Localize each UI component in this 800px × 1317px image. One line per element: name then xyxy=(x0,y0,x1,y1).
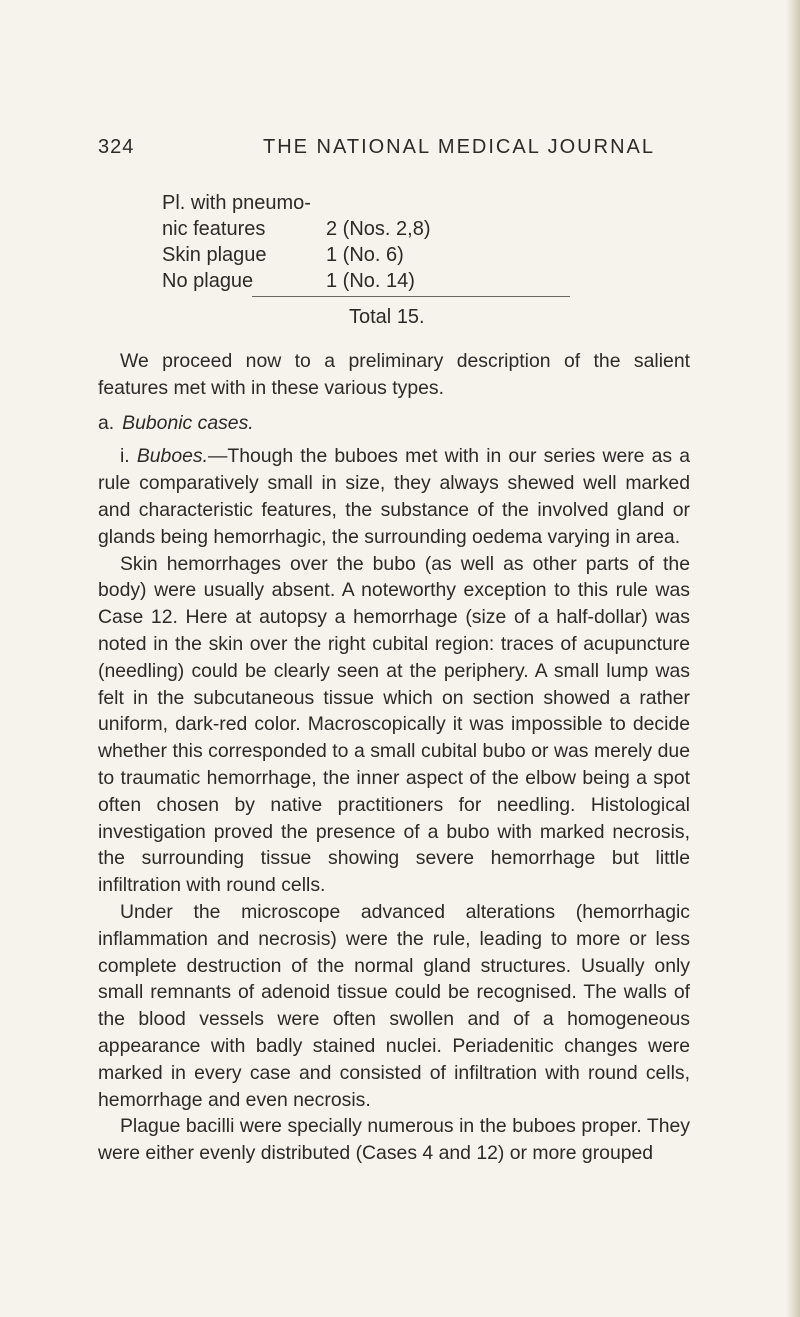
total-value: 15. xyxy=(396,306,425,328)
item-text: —Though the buboes met with in our series were as a rule comparatively small in size, they always shewed well marked and characteristic features, the substance of the involved gland or glands being hemorrhagic, the surrounding oedema varying in area. xyxy=(98,445,690,548)
row-label: Pl. with pneumo- xyxy=(162,192,311,214)
buboes-paragraph xyxy=(98,443,690,550)
total-line xyxy=(349,306,425,329)
section-title: Bubonic cases. xyxy=(122,411,254,434)
row-label: Skin plague xyxy=(162,244,267,266)
total-label: Total xyxy=(349,306,392,328)
skin-hemorrhage-paragraph: Skin hemorrhages over the bubo (as well as other parts of the body) were usually absent. A noteworthy exception to this rule was Case 12. Here at autopsy a hemorrhage (size of a half-dollar) was noted in the skin over the right cubital region: traces of acupuncture (needling) could be clearly seen at the periphery. A small lump was felt in the subcutaneous tissue which on section showed a rather uniform, dark-red color. Macroscopically it was impossible to decide whether this corresponded to a small cubital bubo or was merely due to traumatic hemorrhage, the inner aspect of the elbow being a spot often chosen by native practitioners for needling. Histological investigation proved the presence of a bubo with marked necrosis, the surrounding tissue showing severe hemorrhage but little infiltration with round cells. xyxy=(98,552,690,897)
microscope-paragraph: Under the microscope advanced alterations (hemorrhagic inflammation and necrosis) were the rule, leading to more or less complete destruction of the normal gland structures. Usually only small remnants of adenoid tissue could be recognised. The walls of the blood vessels were often swollen and of a homogeneous appearance with badly stained nuclei. Periadenitic changes were marked in every case and consisted of infiltration with round cells, hemorrhage and even necrosis. xyxy=(98,900,690,1111)
table-row xyxy=(162,218,582,244)
row-label: nic features xyxy=(162,218,266,240)
table-row xyxy=(162,192,582,218)
article-body xyxy=(98,348,690,1167)
bacilli-paragraph: Plague bacilli were specially numerous in the buboes proper. They were either evenly distributed (Cases 4 and 12) or more grouped xyxy=(98,1115,690,1165)
page-edge-shadow xyxy=(786,0,800,1317)
table-row xyxy=(162,270,582,296)
row-value: 1 (No. 6) xyxy=(326,244,404,266)
item-number: i. xyxy=(120,445,130,468)
running-head: THE NATIONAL MEDICAL JOURNAL xyxy=(263,136,655,158)
row-value: 1 (No. 14) xyxy=(326,270,415,292)
table-row xyxy=(162,244,582,270)
total-divider xyxy=(252,296,570,297)
page-number: 324 xyxy=(98,136,135,158)
page-header xyxy=(98,136,658,164)
intro-paragraph: We proceed now to a preliminary description of the salient features met with in these various types. xyxy=(98,350,690,399)
section-heading xyxy=(98,410,690,437)
section-letter: a. xyxy=(98,411,115,434)
row-label: No plague xyxy=(162,270,254,292)
item-title: Buboes. xyxy=(136,445,208,468)
row-value: 2 (Nos. 2,8) xyxy=(326,218,431,240)
